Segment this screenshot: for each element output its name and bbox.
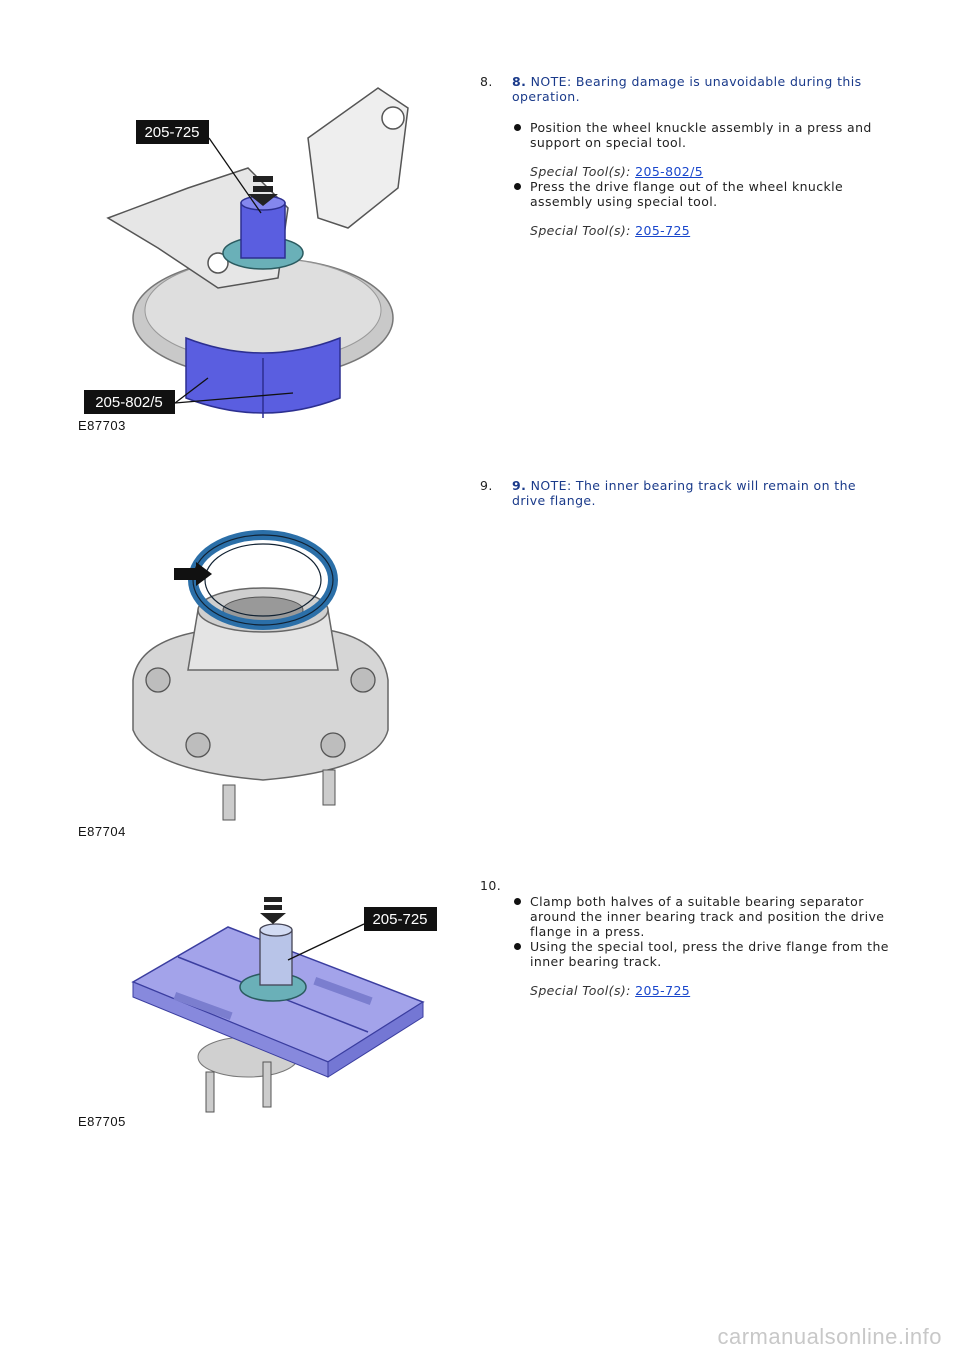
callout-205-725: 205-725: [144, 124, 200, 141]
step-number: 9.: [480, 478, 493, 493]
tool-link-205-725[interactable]: 205-725: [635, 223, 691, 238]
tool-link-205-725[interactable]: 205-725: [635, 983, 691, 998]
tool-link-205-802-5[interactable]: 205-802/5: [635, 164, 704, 179]
bullet-item: Using the special tool, press the drive flange from the inner bearing track.: [512, 939, 892, 969]
figure-e87704: [78, 530, 456, 840]
callout-205-725: 205-725: [372, 911, 428, 928]
figure-e87703: [78, 78, 456, 438]
step-number: 8.: [480, 74, 493, 89]
bullet-item: Clamp both halves of a suitable bearing separator around the inner bearing track and position the drive flange in a press.: [512, 894, 892, 939]
special-tools: Special Tool(s): 205-725: [530, 983, 691, 998]
figure-e87705: [78, 892, 456, 1132]
special-tools: Special Tool(s): 205-725: [530, 223, 691, 238]
knuckle-press-illustration: [78, 78, 456, 423]
bullet-item: Position the wheel knuckle assembly in a press and support on special tool.: [512, 120, 892, 150]
figure-code: E87703: [78, 418, 126, 433]
step-number: 10.: [480, 878, 502, 893]
step-note: 9. NOTE: The inner bearing track will remain on the drive flange.: [512, 478, 857, 508]
bullet-item: Press the drive flange out of the wheel knuckle assembly using special tool.: [512, 179, 892, 209]
watermark: carmanualsonline.info: [717, 1324, 942, 1349]
figure-code: E87705: [78, 1114, 126, 1129]
figure-code: E87704: [78, 824, 126, 839]
bearing-separator-illustration: [78, 892, 456, 1117]
drive-flange-illustration: [78, 530, 456, 825]
special-tools: Special Tool(s): 205-802/5: [530, 164, 704, 179]
step-note: 8. NOTE: Bearing damage is unavoidable during this operation.: [512, 74, 862, 104]
callout-205-802-5: 205-802/5: [95, 394, 163, 411]
